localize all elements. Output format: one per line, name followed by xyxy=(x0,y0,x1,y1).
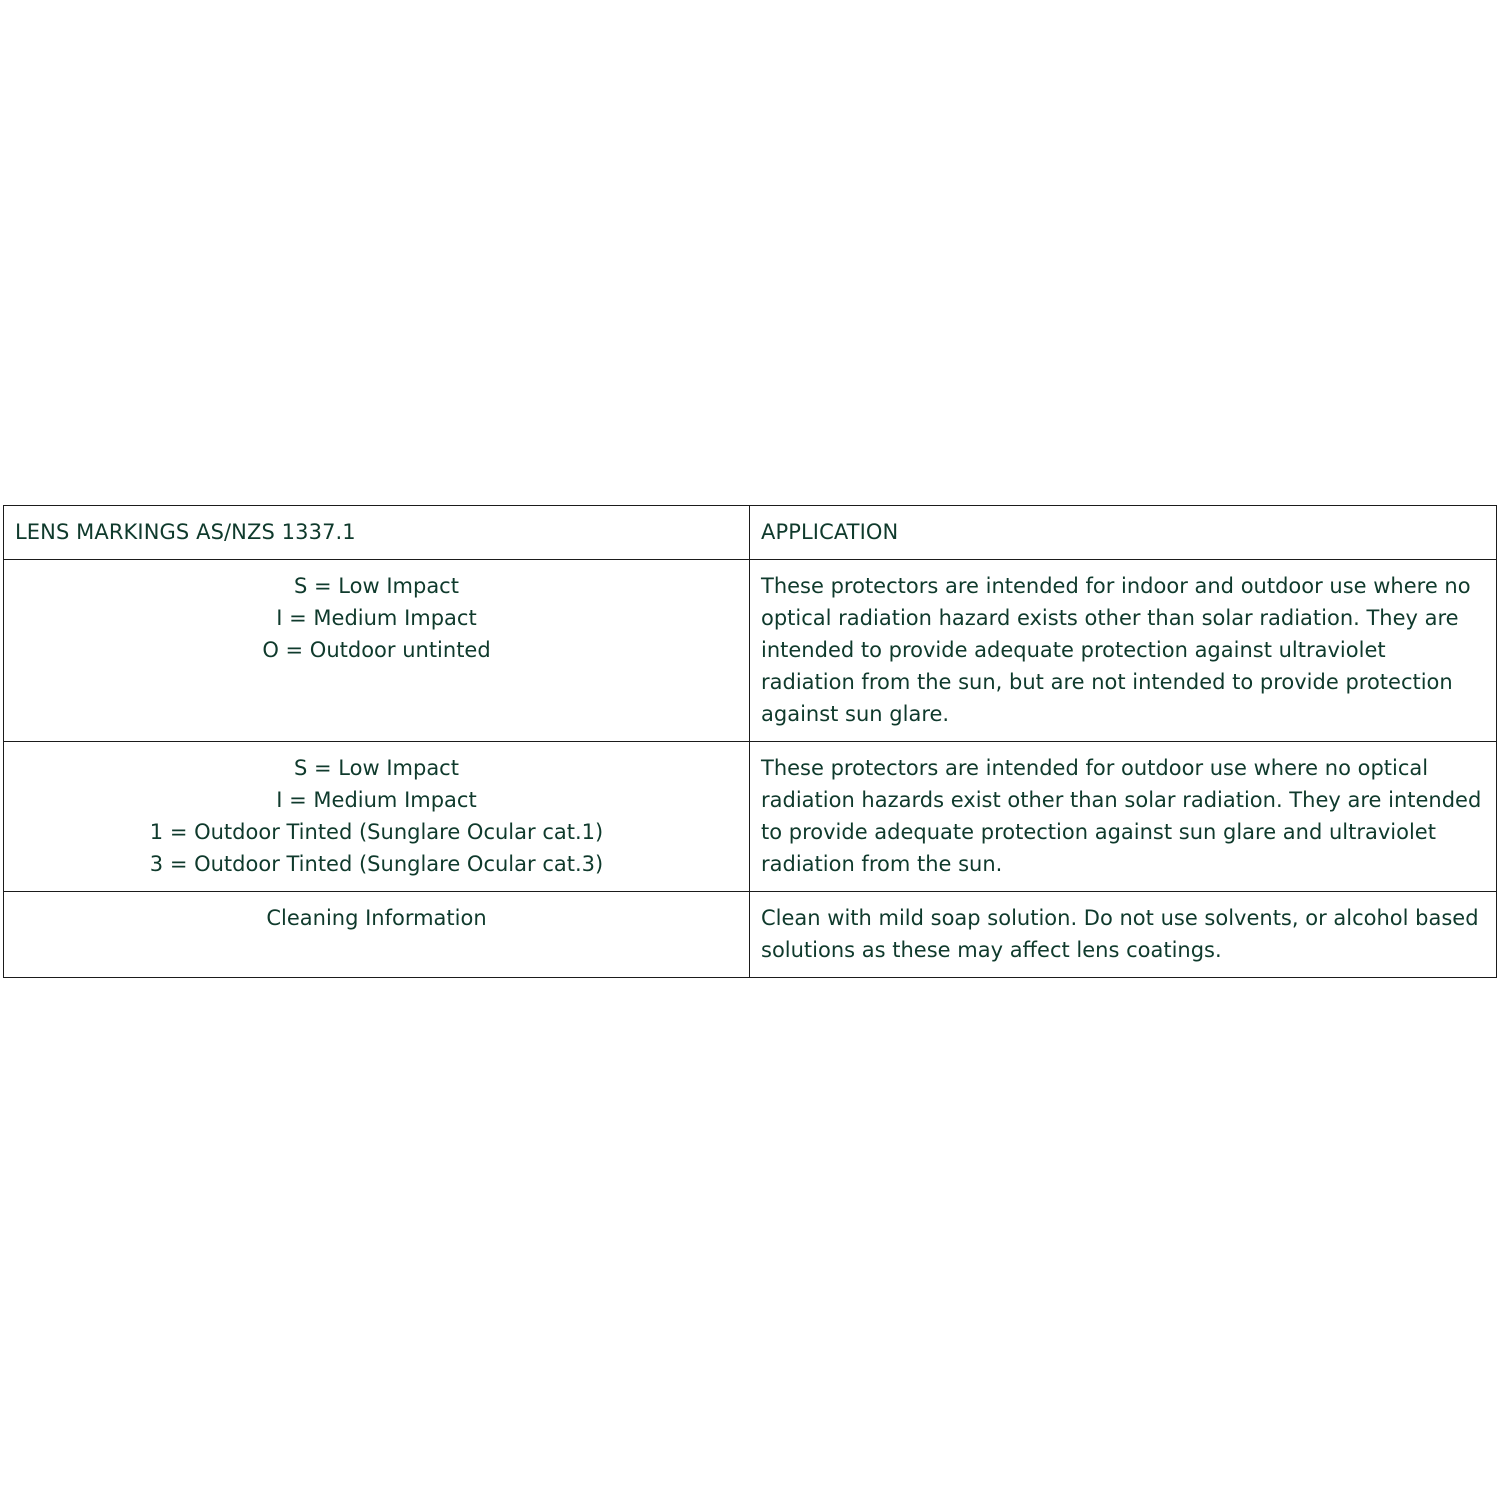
markings-cell xyxy=(4,742,750,892)
table-header-row xyxy=(4,506,1497,560)
marking-line: O = Outdoor untinted xyxy=(262,638,491,662)
cleaning-information-cell xyxy=(4,892,750,978)
marking-line: 3 = Outdoor Tinted (Sunglare Ocular cat.3) xyxy=(149,852,604,876)
header-application: APPLICATION xyxy=(750,506,1497,560)
application-cell: These protectors are intended for indoor and outdoor use where no optical radiation hazard exists other than solar radiation. They are intended to provide adequate protection against ultraviolet radiation from the sun, but are not intended to provide protection against sun glare. xyxy=(750,560,1497,742)
lens-markings-table xyxy=(3,505,1497,978)
table-row xyxy=(4,560,1497,742)
cleaning-instructions-cell: Clean with mild soap solution. Do not use solvents, or alcohol based solutions as these may affect lens coatings. xyxy=(750,892,1497,978)
marking-line: S = Low Impact xyxy=(294,574,459,598)
marking-line: I = Medium Impact xyxy=(276,788,477,812)
markings-cell xyxy=(4,560,750,742)
table-row xyxy=(4,742,1497,892)
marking-line: 1 = Outdoor Tinted (Sunglare Ocular cat.1) xyxy=(149,820,604,844)
marking-line: S = Low Impact xyxy=(294,756,459,780)
header-lens-markings: LENS MARKINGS AS/NZS 1337.1 xyxy=(4,506,750,560)
table-row xyxy=(4,892,1497,978)
application-cell: These protectors are intended for outdoor use where no optical radiation hazards exist other than solar radiation. They are intended to provide adequate protection against sun glare and ultraviolet radiation from the sun. xyxy=(750,742,1497,892)
marking-line: I = Medium Impact xyxy=(276,606,477,630)
cleaning-information-label: Cleaning Information xyxy=(266,906,487,930)
lens-markings-table-container xyxy=(3,505,1496,978)
